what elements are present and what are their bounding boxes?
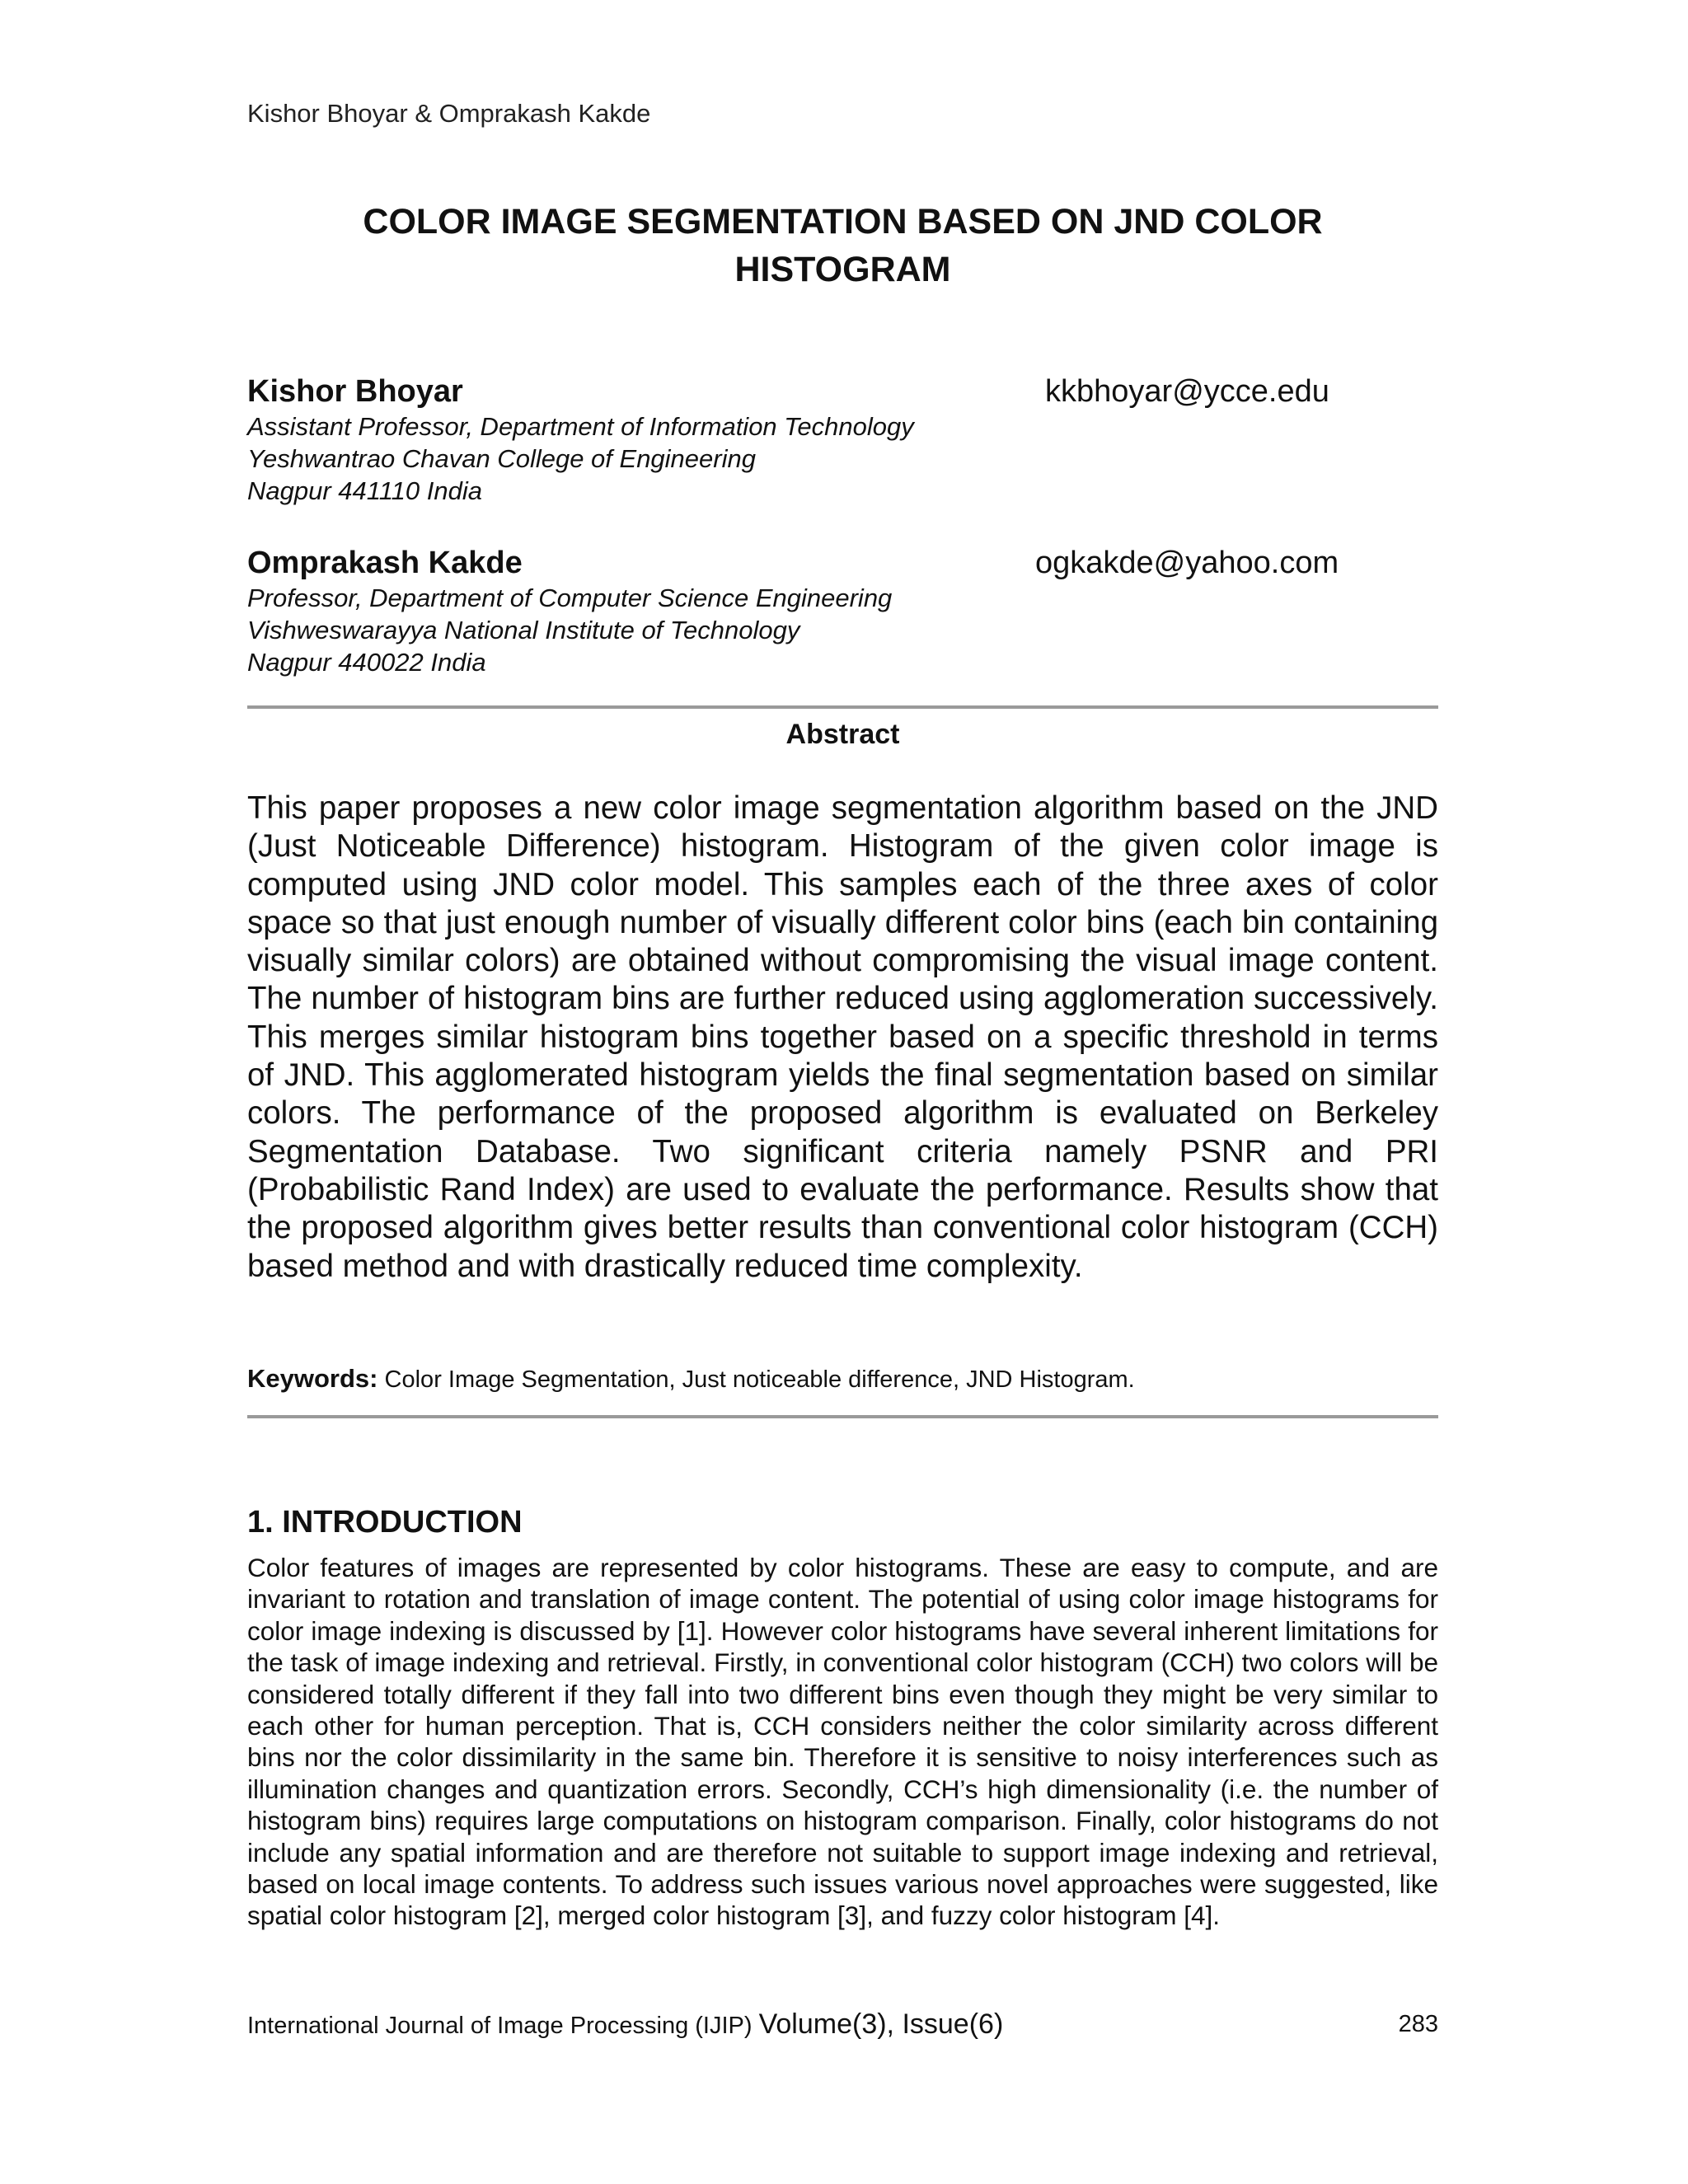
- page-footer: [247, 2008, 1438, 2042]
- author-affiliation-line: Yeshwantrao Chavan College of Engineering: [247, 444, 756, 473]
- author-affiliation-line: Vishweswarayya National Institute of Technology: [247, 616, 800, 644]
- keywords: [247, 1364, 1438, 1394]
- author-affiliation-line: Professor, Department of Computer Science Engineering: [247, 583, 893, 612]
- author-block-1: [247, 373, 1401, 507]
- footer-journal: International Journal of Image Processing (IJIP): [247, 2013, 753, 2039]
- paper-title: [247, 198, 1438, 293]
- author-affiliation-line: Nagpur 441110 India: [247, 476, 482, 505]
- abstract-text: This paper proposes a new color image segmentation algorithm based on the JND (Just Noticeable Difference) histogram. Histogram of the given color image is computed using JND color model. This samples each of the three axes of color space so that just enough number of visually different color bins (each bin containing visually similar colors) are obtained without compromising the visual image content. The number of histogram bins are further reduced using agglomeration successively. This merges similar histogram bins together based on a specific threshold in terms of JND. This agglomerated histogram yields the final segmentation based on similar colors. The performance of the proposed algorithm is evaluated on Berkeley Segmentation Database. Two significant criteria namely PSNR and PRI (Probabilistic Rand Index) are used to evaluate the performance. Results show that the proposed algorithm gives better results than conventional color histogram (CCH) based method and with drastically reduced time complexity.: [247, 790, 1438, 1284]
- author-email: ogkakde@yahoo.com: [1035, 546, 1339, 580]
- author-name: Omprakash Kakde: [247, 546, 523, 580]
- author-email: kkbhoyar@ycce.edu: [1045, 374, 1329, 409]
- introduction-text: Color features of images are represented by color histograms. These are easy to compute, and are invariant to rotation and translation of image content. The potential of using color image histograms for color image indexing is discussed by [1]. However color histograms have several inherent limitations for the task of image indexing and retrieval. Firstly, in conventional color histogram (CCH) two colors will be considered totally different if they fall into two different bins even though they might be very similar to each other for human perception. That is, CCH considers neither the color similarity across different bins nor the color dissimilarity in the same bin. Therefore it is sensitive to noisy interferences such as illumination changes and quantization errors. Secondly, CCH’s high dimensionality (i.e. the number of histogram bins) requires large computations on histogram comparison. Finally, color histograms do not include any spatial information and are therefore not suitable to support image indexing and retrieval, based on local image contents. To address such issues various novel approaches were suggested, like spatial color histogram [2], merged color histogram [3], and fuzzy color histogram [4].: [247, 1553, 1438, 1931]
- keywords-label: Keywords:: [247, 1364, 378, 1393]
- author-affiliation-line: Nagpur 440022 India: [247, 648, 486, 677]
- running-header: Kishor Bhoyar & Omprakash Kakde: [247, 99, 651, 128]
- paper-title-line-2: HISTOGRAM: [734, 250, 951, 289]
- divider-top: [247, 705, 1438, 709]
- section-heading-introduction: 1. INTRODUCTION: [247, 1505, 523, 1540]
- abstract-heading: Abstract: [785, 719, 900, 750]
- author-affiliation-line: Assistant Professor, Department of Information Technology: [247, 412, 914, 441]
- divider-bottom: [247, 1415, 1438, 1418]
- footer-volume: Volume(3), Issue(6): [758, 2008, 1004, 2040]
- keywords-text: Color Image Segmentation, Just noticeable difference, JND Histogram.: [384, 1366, 1135, 1393]
- author-name: Kishor Bhoyar: [247, 374, 463, 409]
- author-block-2: [247, 544, 1401, 678]
- paper-title-line-1: COLOR IMAGE SEGMENTATION BASED ON JND COLOR: [363, 202, 1323, 241]
- page-number: 283: [1398, 2011, 1438, 2037]
